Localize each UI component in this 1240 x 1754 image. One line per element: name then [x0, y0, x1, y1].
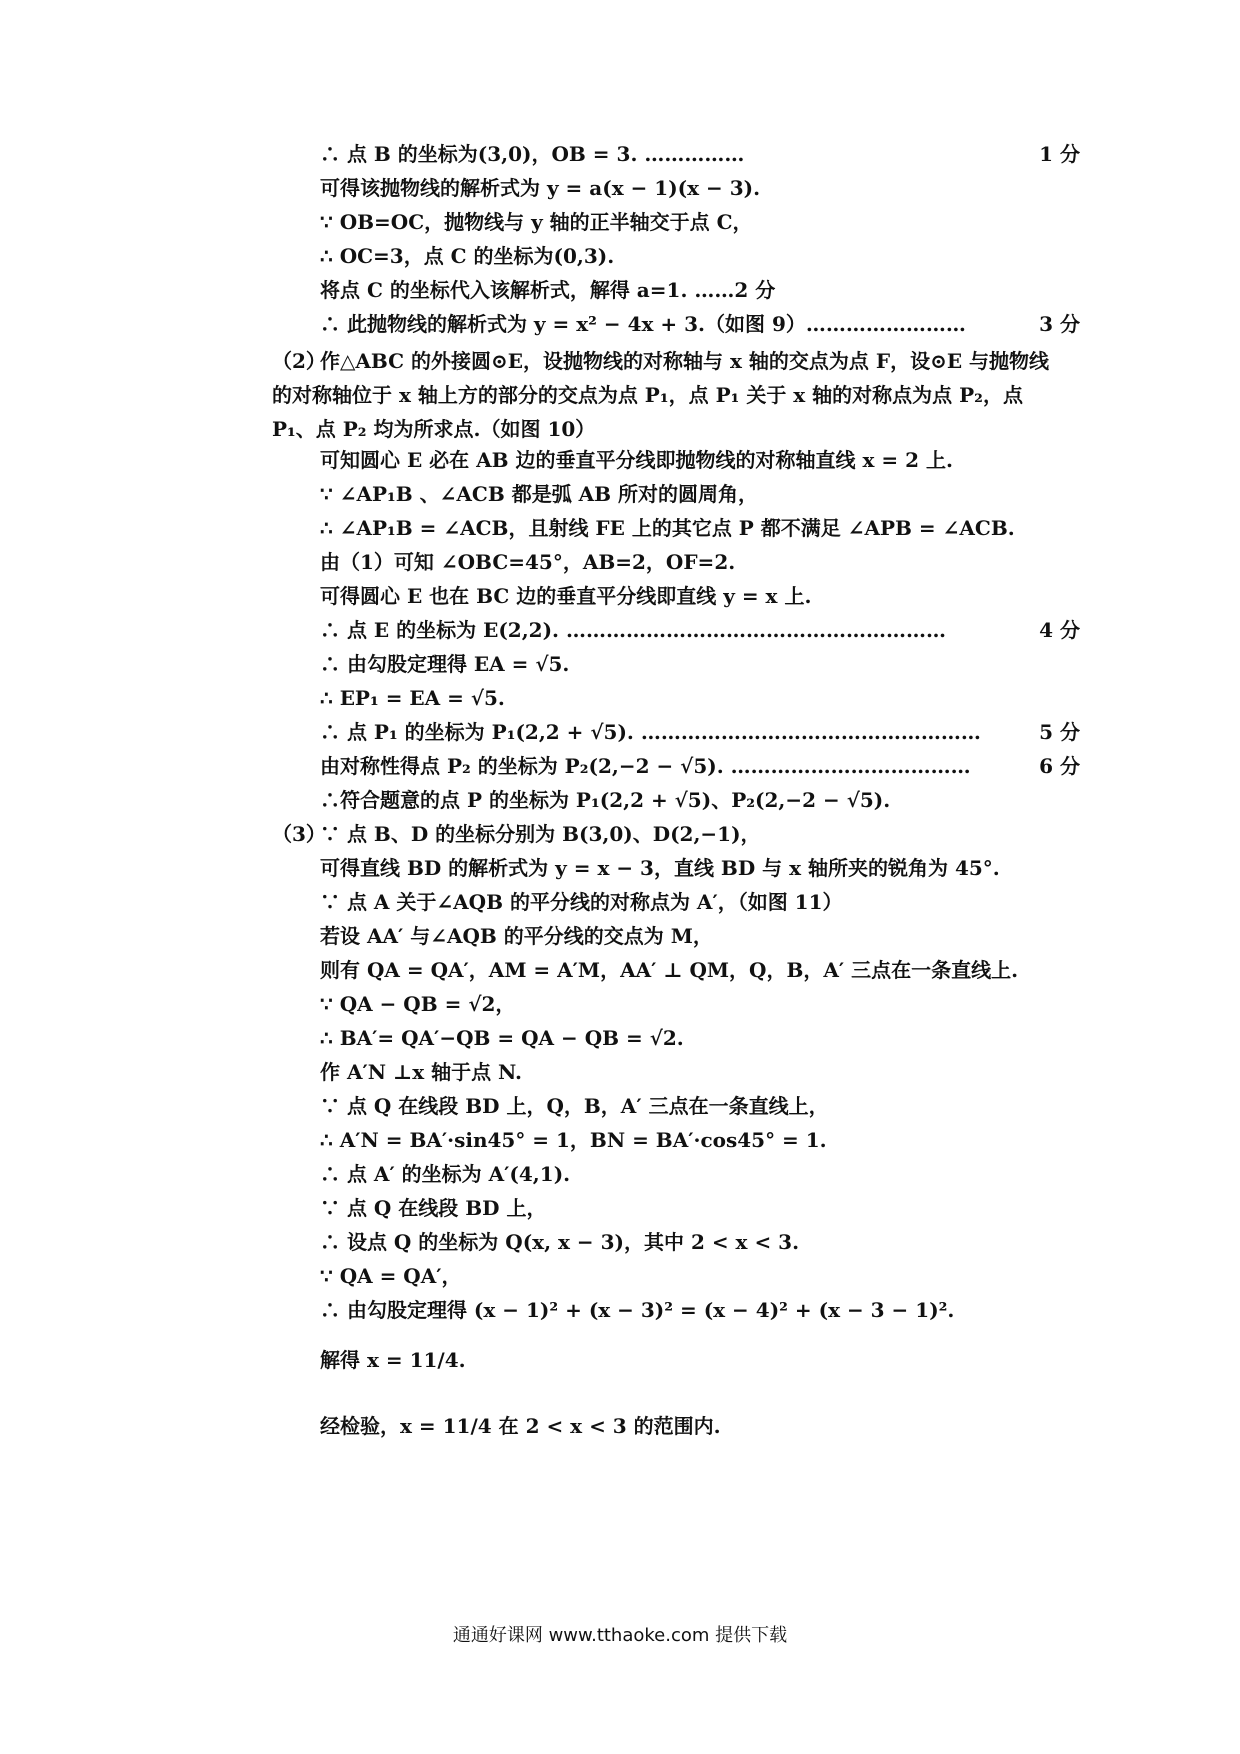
section-2-intro: （2）作△ABC 的外接圆⊙E，设抛物线的对称轴与 x 轴的交点为点 F，设⊙E 与抛物线的对称轴位于 x 轴上方的部分的交点为点 P₁，点 P₁ 关于 x 轴的对称点为点 P₂，点 P₁、点 P₂ 均为所求点.（如图 10）	[272, 344, 1062, 446]
solution-line: ∴ EP₁ = EA = √5.	[320, 686, 505, 710]
score-mark: 4 分	[1039, 618, 1080, 642]
solution-line: ∴ 设点 Q 的坐标为 Q(x, x − 3)，其中 2 < x < 3.	[320, 1230, 800, 1254]
section-number: （3）	[272, 822, 326, 846]
solution-line: ∴ BA′= QA′−QB = QA − QB = √2.	[320, 1026, 684, 1050]
solution-line: ∵ ∠AP₁B 、∠ACB 都是弧 AB 所对的圆周角，	[320, 482, 759, 506]
solution-line: ∵ 点 A 关于∠AQB 的平分线的对称点为 A′，（如图 11）	[320, 890, 843, 914]
solution-line: ∴ A′N = BA′·sin45° = 1，BN = BA′·cos45° = 1.	[320, 1128, 827, 1152]
solution-line: ∵ OB=OC，抛物线与 y 轴的正半轴交于点 C，	[320, 210, 753, 234]
section-3-intro: （3）∵ 点 B、D 的坐标分别为 B(3,0)、D(2,−1)，	[272, 822, 761, 846]
section-number: （2）	[272, 349, 326, 373]
solution-line: 若设 AA′ 与∠AQB 的平分线的交点为 M，	[320, 924, 713, 948]
score-mark: 3 分	[1039, 312, 1080, 336]
solution-line: 由（1）可知 ∠OBC=45°，AB=2，OF=2.	[320, 550, 736, 574]
score-mark: 6 分	[1039, 754, 1080, 778]
solution-line: 则有 QA = QA′，AM = A′M，AA′ ⊥ QM，Q，B，A′ 三点在一条直线上.	[320, 958, 1019, 982]
solution-line: ∵ QA − QB = √2，	[320, 992, 516, 1016]
solution-line: 可得直线 BD 的解析式为 y = x − 3，直线 BD 与 x 轴所夹的锐角为 45°.	[320, 856, 1000, 880]
solution-line: ∵ 点 Q 在线段 BD 上，	[320, 1196, 547, 1220]
solution-line: ∴ 此抛物线的解析式为 y = x² − 4x + 3.（如图 9）…………………… 3 分	[320, 312, 1080, 336]
solution-line: 可知圆心 E 必在 AB 边的垂直平分线即抛物线的对称轴直线 x = 2 上.	[320, 448, 953, 472]
solution-line: 经检验，x = 11/4 在 2 < x < 3 的范围内.	[320, 1414, 721, 1438]
solution-line: ∴ 点 E 的坐标为 E(2,2). ………………………………………………… 4 分	[320, 618, 1080, 642]
solution-line: ∴ 点 B 的坐标为(3,0)，OB = 3. …………… 1 分	[320, 142, 1080, 166]
solution-line: 将点 C 的坐标代入该解析式，解得 a=1. ……2 分	[320, 278, 776, 302]
solution-line: ∵ QA = QA′，	[320, 1264, 462, 1288]
solution-line: ∴ OC=3，点 C 的坐标为(0,3).	[320, 244, 615, 268]
solution-line: 可得圆心 E 也在 BC 边的垂直平分线即直线 y = x 上.	[320, 584, 812, 608]
solution-line: 可得该抛物线的解析式为 y = a(x − 1)(x − 3).	[320, 176, 761, 200]
solution-line: ∴ 由勾股定理得 (x − 1)² + (x − 3)² = (x − 4)² + (x − 3 − 1)².	[320, 1298, 955, 1322]
solution-line: 解得 x = 11/4.	[320, 1348, 466, 1372]
footer-source: 通通好课网 www.tthaoke.com 提供下载	[452, 1625, 788, 1646]
solution-line: ∴ ∠AP₁B = ∠ACB，且射线 FE 上的其它点 P 都不满足 ∠APB = ∠ACB.	[320, 516, 1015, 540]
score-mark: 5 分	[1039, 720, 1080, 744]
solution-line: ∴符合题意的点 P 的坐标为 P₁(2,2 + √5)、P₂(2,−2 − √5).	[320, 788, 891, 812]
solution-line: ∵ 点 Q 在线段 BD 上，Q，B，A′ 三点在一条直线上，	[320, 1094, 829, 1118]
score-mark: 1 分	[1039, 142, 1080, 166]
solution-line: 作 A′N ⊥x 轴于点 N.	[320, 1060, 523, 1084]
solution-line: ∴ 由勾股定理得 EA = √5.	[320, 652, 570, 676]
solution-line: 由对称性得点 P₂ 的坐标为 P₂(2,−2 − √5). ……………………………… 6 分	[320, 754, 1080, 778]
solution-line: ∴ 点 P₁ 的坐标为 P₁(2,2 + √5). …………………………………………… 5 分	[320, 720, 1080, 744]
solution-line: ∴ 点 A′ 的坐标为 A′(4,1).	[320, 1162, 571, 1186]
